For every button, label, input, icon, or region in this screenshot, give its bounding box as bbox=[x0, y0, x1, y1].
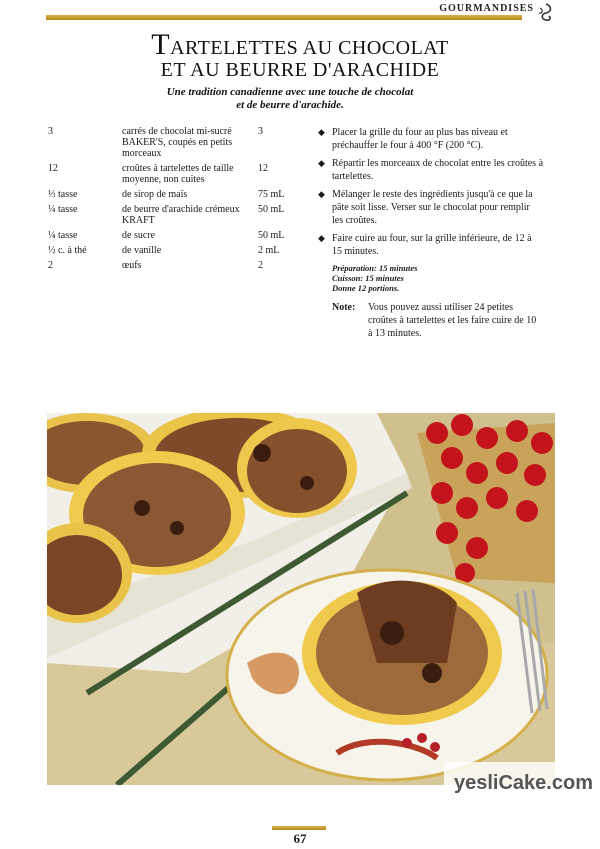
ingredient-qty-us: 3 bbox=[48, 126, 53, 137]
subtitle-line-2: et de beurre d'arachide. bbox=[236, 99, 344, 111]
diamond-bullet-icon: ◆ bbox=[318, 189, 325, 199]
recipe-meta bbox=[332, 263, 543, 293]
page-number: 67 bbox=[293, 831, 307, 846]
ingredient-item: de vanille bbox=[122, 245, 162, 256]
ingredient-qty-metric: 2 bbox=[258, 260, 263, 271]
diamond-bullet-icon: ◆ bbox=[318, 158, 325, 168]
recipe-subtitle bbox=[0, 86, 520, 112]
title-line-2: ET AU BEURRE D'ARACHIDE bbox=[160, 59, 440, 81]
ingredient-qty-us: ¼ tasse bbox=[48, 230, 78, 241]
ingredient-qty-metric: 50 mL bbox=[258, 204, 285, 215]
ingredient-qty-metric: 2 mL bbox=[258, 245, 280, 256]
watermark-logo bbox=[444, 762, 592, 810]
ingredient-item: croûtes à tartelettes de taille moyenne, non cuites bbox=[122, 163, 234, 185]
ingredient-qty-us: ½ c. à thé bbox=[48, 245, 87, 256]
ingredient-qty-metric: 12 bbox=[258, 163, 268, 174]
ingredient-row bbox=[48, 163, 310, 185]
section-label: GOURMANDISES bbox=[439, 3, 534, 14]
diamond-bullet-icon: ◆ bbox=[318, 127, 325, 137]
ingredient-list bbox=[48, 126, 310, 275]
ingredient-row bbox=[48, 204, 310, 226]
diamond-bullet-icon: ◆ bbox=[318, 233, 325, 243]
ingredient-qty-metric: 75 mL bbox=[258, 189, 285, 200]
ingredient-qty-us: ¼ tasse bbox=[48, 204, 78, 215]
step-text: Mélanger le reste des ingrédients jusqu'à ce que la pâte soit lisse. Verser sur le chocolat pour remplir les croûtes. bbox=[332, 189, 533, 226]
recipe-note bbox=[332, 301, 543, 340]
ingredient-row bbox=[48, 260, 310, 271]
ingredient-item: de sucre bbox=[122, 230, 156, 241]
title-line-1: ARTELETTES AU CHOCOLAT bbox=[170, 37, 449, 59]
title-drop-cap: T bbox=[151, 28, 171, 61]
ingredient-item: carrés de chocolat mi-sucré BAKER'S, coupés en petits morceaux bbox=[122, 126, 233, 159]
step-text: Répartir les morceaux de chocolat entre les croûtes à tartelettes. bbox=[332, 158, 544, 182]
note-text: Vous pouvez aussi utiliser 24 petites croûtes à tartelettes et les faire cuire de 10 à 13 minutes. bbox=[368, 302, 537, 339]
method-step bbox=[318, 188, 543, 227]
ingredient-item: de sirop de maïs bbox=[122, 189, 188, 200]
method-step bbox=[318, 232, 543, 258]
method-steps bbox=[318, 126, 543, 340]
swirl-ornament-icon bbox=[536, 2, 556, 26]
step-list bbox=[318, 126, 543, 258]
ingredient-qty-metric: 50 mL bbox=[258, 230, 285, 241]
ingredient-qty-metric: 3 bbox=[258, 126, 263, 137]
step-text: Placer la grille du four au plus bas niveau et préchauffer le four à 400 °F (200 °C). bbox=[332, 127, 508, 151]
ingredient-qty-us: 12 bbox=[48, 163, 58, 174]
ingredient-row bbox=[48, 245, 310, 256]
subtitle-line-1: Une tradition canadienne avec une touche de chocolat bbox=[166, 86, 414, 98]
cook-time: Cuisson: 15 minutes bbox=[332, 273, 404, 283]
note-label: Note: bbox=[332, 302, 356, 313]
method-step bbox=[318, 157, 543, 183]
prep-time: Préparation: 15 minutes bbox=[332, 263, 418, 273]
ingredient-row bbox=[48, 230, 310, 241]
ingredient-row bbox=[48, 189, 310, 200]
ingredient-qty-us: ⅓ tasse bbox=[48, 189, 78, 200]
ingredient-row bbox=[48, 126, 310, 159]
ingredient-qty-us: 2 bbox=[48, 260, 53, 271]
step-text: Faire cuire au four, sur la grille inférieure, de 12 à 15 minutes. bbox=[332, 233, 532, 257]
header-rule bbox=[46, 15, 522, 20]
ingredient-item: de beurre d'arachide crémeux KRAFT bbox=[122, 204, 240, 226]
page-number-rule bbox=[272, 826, 326, 830]
watermark-text: yesliCake.com bbox=[454, 772, 593, 794]
recipe-title bbox=[0, 28, 600, 81]
recipe-photo bbox=[47, 413, 555, 785]
method-step bbox=[318, 126, 543, 152]
yield: Donne 12 portions. bbox=[332, 283, 400, 293]
ingredient-item: œufs bbox=[122, 260, 142, 271]
